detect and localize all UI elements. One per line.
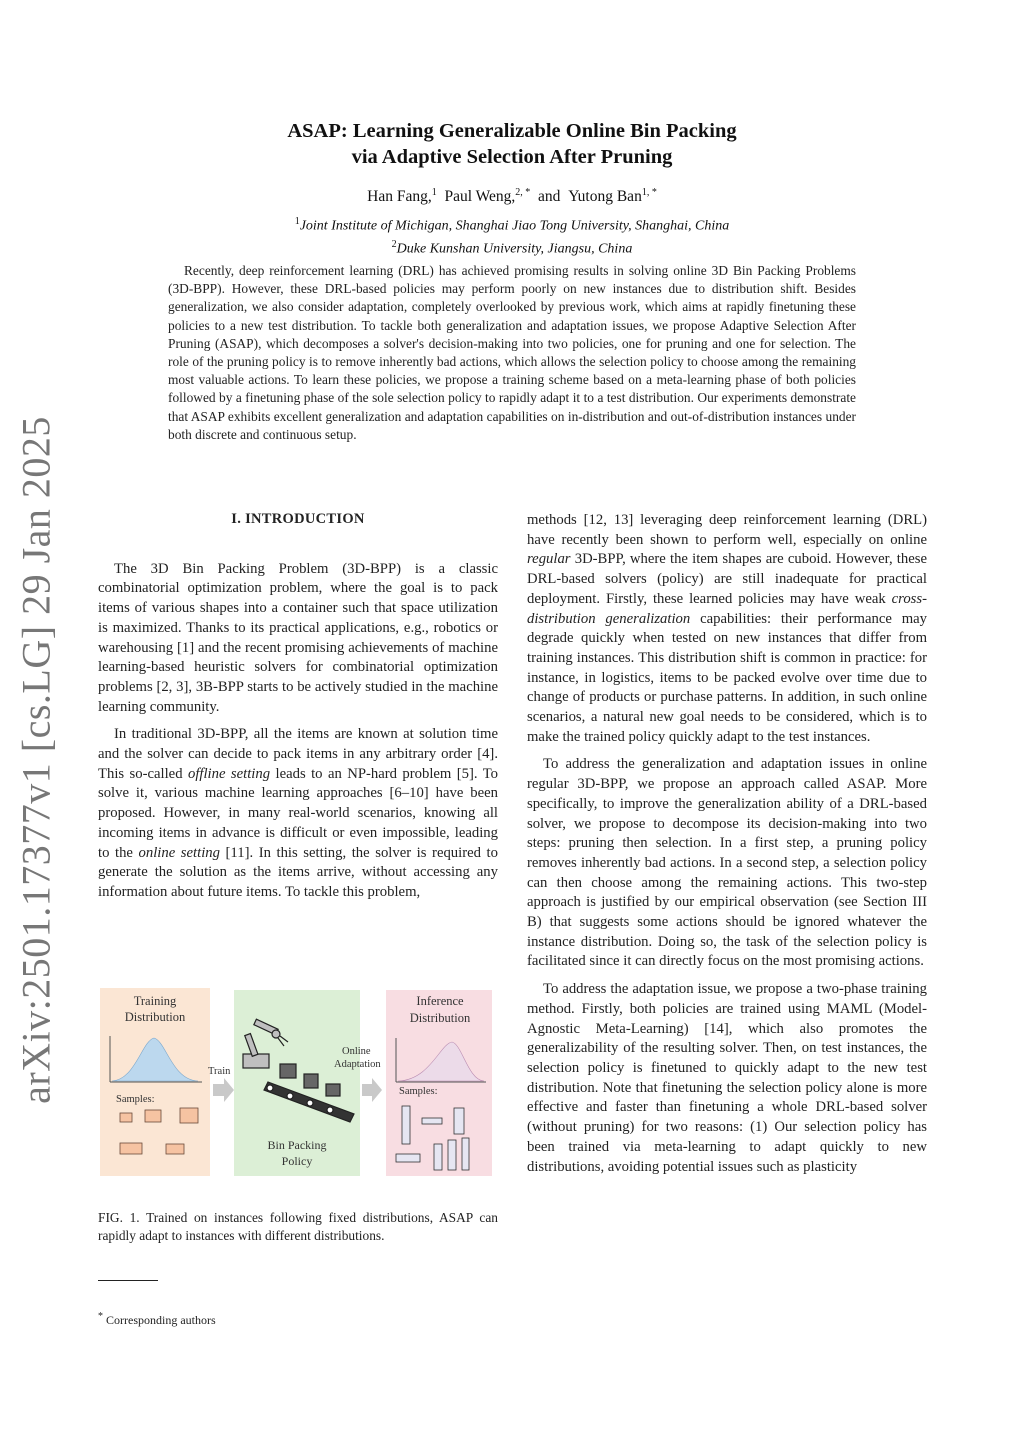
inference-label-2: Distribution [409,1011,471,1025]
sample-box [434,1144,442,1170]
sample-box [396,1154,420,1162]
right-paragraph-2: To address the generalization and adaptation issues in online regular 3D-BPP, we propose an approach called ASAP. More specifically, to improve the generalization ability of a DRL-based solver, we propose to decompose its decision-making into two steps: pruning then selection. In a first step, a pruning policy removes inherently bad actions. In a second step, a selection policy can then choose among the remaining actions. This two-step approach is justified by our empirical observation (see Section III B) that suggests some actions should be ignored whatever the instance distribution. Doing so, the task of the selection policy is facilitated since it can directly focus on the most promising actions. [527,756,927,970]
training-label-2: Distribution [124,1010,186,1024]
sample-box [402,1106,410,1144]
policy-label-2: Policy [281,1154,313,1168]
affil-mark: 1 [294,216,300,227]
affiliation-1 [150,213,874,236]
sample-box [180,1108,198,1123]
abstract: Recently, deep reinforcement learning (DRL) has achieved promising results in solving online 3D Bin Packing Problems (3D-BPP). However, these DRL-based policies may perform poorly on new instances due to distribution shift. Besides generalization, we also consider adaptation, completely overlooked by previous work, which aims at rapidly finetuning these policies to a new test distribution. To tackle both generalization and adaptation issues, we propose Adaptive Selection After Pruning (ASAP), which decomposes a solver's decision-making into two policies, one for pruning and one for selection. The role of the pruning policy is to remove inherently bad actions, which allows the selection policy to choose among the remaining most valuable actions. To learn these policies, we propose a training scheme based on a meta-learning phase of both policies followed by a finetuning phase of the sole selection policy to rapidly adapt it to a test distribution. Our experiments demonstrate that ASAP exhibits excellent generalization and adaptation capabilities on in-distribution and out-of-distribution instances under both discrete and continuous setup. [168,263,856,442]
text-run: In traditional 3D-BPP, all the items are known at solution time and the solver can decide to pack items in any arbitrary order [4]. This so-called [98,726,498,782]
author-affil-mark: 1 [431,187,437,198]
intro-paragraph-2 [98,725,498,902]
author-list [150,187,874,206]
sample-box [166,1144,184,1154]
adaptation-label: Adaptation [334,1059,381,1070]
samples-left-label: Samples: [116,1094,155,1105]
author-name: Paul Weng, [444,188,516,206]
affil-mark: 2 [391,238,397,250]
footnote-mark: * [98,1311,103,1322]
affil-text: Duke Kunshan University, Jiangsu, China [396,241,633,257]
inference-label: Inference [416,994,464,1008]
emphasis: cross-distribution generalization [527,590,927,627]
train-label: Train [208,1066,231,1077]
right-column [527,511,927,1185]
sample-box [145,1110,161,1122]
right-paragraph-3: To address the adaptation issue, we propose a two-phase training method. Firstly, both policies are trained using MAML (Model-Agnostic Meta-Learning) [14], which also promotes the generalizability of the resulting solver. Then, on test instances, the selection policy is finetuned to quickly adapt to the new test distribution. Note that finetuning the selection policy alone is more effective and faster than finetuning a whole DRL-based solver (without pruning) for two reasons: (1) Our selection policy has been trained via meta-learning to adapt quickly to new distributions, avoiding potential issues such as plasticity [527,981,927,1175]
author-name: Yutong Ban [568,188,642,206]
left-column [98,510,498,911]
figure-1-diagram [100,986,494,1180]
sample-box [448,1140,456,1170]
footnote-text: Corresponding authors [106,1313,216,1327]
right-paragraph-1 [527,511,927,747]
affiliations [150,213,874,258]
training-label: Training [133,994,177,1008]
author-affil-mark: 1, * [641,187,657,198]
sample-box [454,1108,464,1134]
text-run: leads to an NP-hard problem [5]. To solve it, various machine learning approaches [6–10] have been proposed. However, in many real-world scenarios, knowing all incoming items in advance is difficult or even impossible, leading to the [98,765,499,861]
affiliation-2 [150,236,874,259]
emphasis: online setting [138,844,220,861]
footnote [98,1311,216,1328]
affil-text: Joint Institute of Michigan, Shanghai Jiao Tong University, Shanghai, China [299,218,730,234]
adaptation-arrow [362,1078,382,1102]
sample-box [120,1113,132,1122]
online-label: Online [342,1046,371,1057]
sample-box [120,1143,142,1154]
section-heading: I. INTRODUCTION [231,511,365,527]
emphasis: regular [527,551,571,568]
samples-right-label: Samples: [399,1086,438,1097]
title-line-1: ASAP: Learning Generalizable Online Bin Packing [287,120,737,142]
train-arrow [213,1078,234,1102]
policy-label: Bin Packing [267,1138,327,1152]
author-name: Han Fang, [367,188,432,206]
arxiv-identifier: arXiv:2501.17377v1 [cs.LG] 29 Jan 2025 [13,416,59,1104]
text-run: [11]. In this setting, the solver is required to generate the solution as the items arrive, without accessing any information about future items. To tackle this problem, [98,844,498,900]
text-run: methods [12, 13] leveraging deep reinforcement learning (DRL) have recently been shown to perform well, especially on online [527,512,927,548]
intro-paragraph-1: The 3D Bin Packing Problem (3D-BPP) is a classic combinatorial optimization problem, where the goal is to pack items of various shapes into a container such that space utilization is maximized. Thanks to its practical applications, e.g., robotics or warehousing [1] and the recent promising achievements of machine learning-based heuristic solvers for combinatorial optimization problems [2, 3], 3B-BPP starts to be actively studied in the machine learning community. [98,560,498,715]
figure-1 [100,986,494,1180]
sample-box [462,1138,469,1170]
emphasis: offline setting [187,765,271,782]
text-run: capabilities: their performance may degrade quickly when tested on new instances that differ from training instances. This distribution shift is common in practice: for instance, in logistics, items to be packed evolve over time due to change of products or purchase patterns. In addition, in such online scenarios, a natural new goal needs to be considered, which is to make the trained policy quickly adapt to the test instances. [527,610,927,745]
author-conjunction: and [538,188,561,206]
arxiv-sidebar [8,416,64,1104]
figure-caption: FIG. 1. Trained on instances following fixed distributions, ASAP can rapidly adapt to instances with different distributions. [98,1210,498,1243]
paper-title [150,118,874,170]
footnote-rule [98,1280,158,1281]
text-run: 3D-BPP, where the item shapes are cuboid. However, these DRL-based solvers (policy) are still inadequate for practical deployment. Firstly, these learned policies may have weak [527,551,927,607]
title-line-2: via Adaptive Selection After Pruning [351,146,673,168]
sample-box [422,1118,442,1124]
author-affil-mark: 2, * [515,187,531,198]
